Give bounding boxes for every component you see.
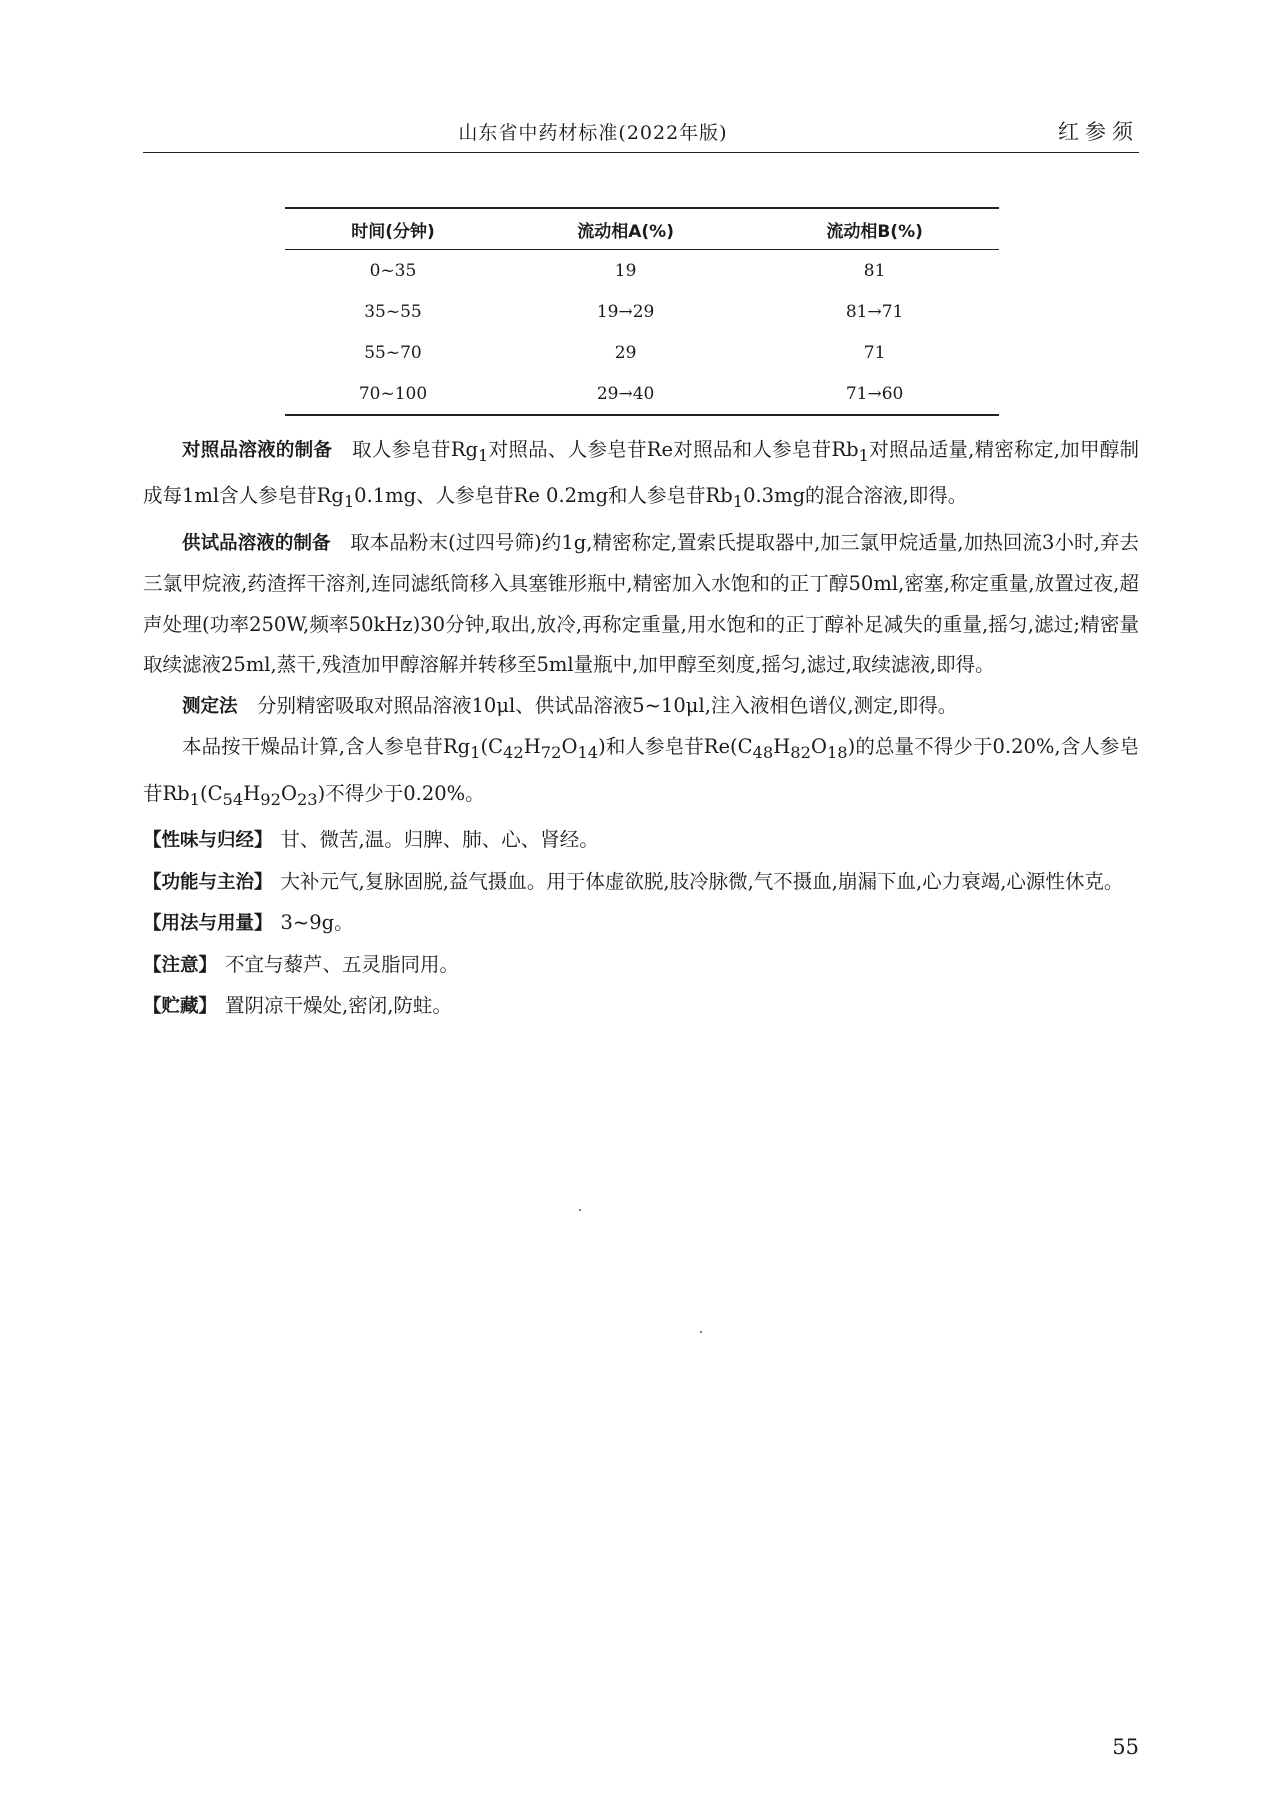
text-run: O <box>810 735 827 759</box>
table-cell: 71 <box>863 342 886 363</box>
subscript: 1 <box>858 445 869 465</box>
section-precaution <box>143 945 1139 987</box>
section-text: 甘、微苦,温。归脾、肺、心、肾经。 <box>280 828 599 852</box>
text-run: H <box>773 735 791 759</box>
section-text: 大补元气,复脉固脱,益气摄血。用于体虚欲脱,肢冷脉微,气不摄血,崩漏下血,心力衰竭,心源性休克。 <box>280 869 1124 893</box>
text-run: 0.3mg的混合溶液,即得。 <box>743 484 968 508</box>
text-run: 本品按干燥品计算,含人参皂苷Rg <box>182 735 471 759</box>
text-run: (C <box>200 781 223 805</box>
subscript: 1 <box>470 743 481 763</box>
subscript: 82 <box>790 743 811 763</box>
text-run: 取人参皂苷Rg <box>351 438 478 461</box>
subscript: 1 <box>189 789 201 809</box>
scan-speck <box>700 1331 702 1333</box>
text-run: )的总量不得少于0.20%,含人参皂苷Rb <box>143 735 1139 805</box>
section-label: 【功能与主治】 <box>143 871 273 893</box>
section-label: 【注意】 <box>143 954 218 976</box>
table-header-row <box>285 208 999 250</box>
subscript: 92 <box>260 789 281 809</box>
subscript: 14 <box>577 743 599 763</box>
section-label: 【性味与归经】 <box>143 830 273 852</box>
subscript: 23 <box>296 789 318 809</box>
table-cell: 35~55 <box>364 301 422 322</box>
subscript: 54 <box>222 789 244 809</box>
text-run: O <box>561 735 578 759</box>
column-header-phase-b: 流动相B(%) <box>750 208 999 250</box>
table-row <box>285 250 999 292</box>
text-run: 对照品适量,精密称定,加甲醇制成每1ml含人参皂苷Rg <box>143 438 1139 508</box>
scan-speck <box>579 1209 581 1211</box>
table-cell: 29→40 <box>501 373 750 415</box>
subscript: 1 <box>343 492 355 512</box>
reference-solution-paragraph <box>143 430 1139 523</box>
table-cell: 0~35 <box>369 260 417 281</box>
table-cell: 55~70 <box>364 342 422 363</box>
text-run: H <box>523 735 541 759</box>
subscript: 1 <box>732 492 744 512</box>
gradient-table <box>285 207 999 416</box>
table-cell: 19→29 <box>596 301 655 322</box>
text-run: 0.1mg、人参皂苷Re 0.2mg和人参皂苷Rb <box>354 484 733 508</box>
text-run: O <box>280 781 297 805</box>
subscript: 72 <box>540 743 562 763</box>
content-limit-paragraph <box>143 727 1139 820</box>
section-label: 【用法与用量】 <box>143 913 273 935</box>
subscript: 1 <box>478 445 489 465</box>
subscript: 42 <box>503 743 524 763</box>
table-cell: 71→60 <box>750 373 999 415</box>
section-function-indication <box>143 862 1139 904</box>
column-header-time: 时间(分钟) <box>285 208 501 250</box>
monograph-name: 红参须 <box>1058 120 1139 144</box>
running-header <box>143 112 1139 153</box>
table-row <box>285 373 999 415</box>
subscript: 18 <box>826 743 848 763</box>
text-run: 对照品、人参皂苷Re对照品和人参皂苷Rb <box>488 438 859 461</box>
text-run: 分别精密吸取对照品溶液10μl、供试品溶液5~10μl,注入液相色谱仪,测定,即得。 <box>257 693 958 717</box>
section-storage <box>143 986 1139 1028</box>
sample-solution-term: 供试品溶液的制备 <box>182 532 331 554</box>
body-text <box>143 430 1139 1028</box>
table-cell: 19 <box>614 260 637 281</box>
text-run: )和人参皂苷Re(C <box>598 735 753 759</box>
table-cell: 81 <box>863 260 886 281</box>
section-usage-dosage <box>143 903 1139 945</box>
subscript: 48 <box>752 743 774 763</box>
method-term: 测定法 <box>182 695 238 717</box>
table-row <box>285 332 999 373</box>
table-row <box>285 291 999 332</box>
table-cell: 70~100 <box>285 373 501 415</box>
section-text: 3~9g。 <box>280 911 354 935</box>
section-text: 不宜与藜芦、五灵脂同用。 <box>225 952 460 976</box>
book-title: 山东省中药材标准(2022年版) <box>458 122 728 144</box>
text-run: H <box>243 781 261 805</box>
page-number: 55 <box>1112 1735 1139 1759</box>
section-text: 置阴凉干燥处,密闭,防蛀。 <box>225 994 452 1018</box>
method-paragraph <box>143 686 1139 728</box>
section-label: 【贮藏】 <box>143 996 218 1018</box>
table-cell: 81→71 <box>845 301 904 322</box>
section-nature-meridian <box>143 820 1139 862</box>
reference-solution-term: 对照品溶液的制备 <box>182 440 333 461</box>
column-header-phase-a: 流动相A(%) <box>501 208 750 250</box>
table-cell: 29 <box>614 342 637 363</box>
text-run: 取本品粉末(过四号筛)约1g,精密称定,置索氏提取器中,加三氯甲烷适量,加热回流3小时,弃去三氯甲烷液,药渣挥干溶剂,连同滤纸筒移入具塞锥形瓶中,精密加入水饱和的正丁醇50ml,密塞,称定重量,放置过夜,超声处理(功率250W,频率50kHz)30分钟,取出,放冷,再称定重量,用水饱和的正丁醇补足减失的重量,摇匀,滤过;精密量取续滤液25ml,蒸干,残渣加甲醇溶解并转移至5ml量瓶中,加甲醇至刻度,摇匀,滤过,取续滤液,即得。 <box>143 530 1139 677</box>
text-run: (C <box>480 735 504 759</box>
text-run: )不得少于0.20%。 <box>317 781 485 805</box>
sample-solution-paragraph <box>143 523 1139 686</box>
